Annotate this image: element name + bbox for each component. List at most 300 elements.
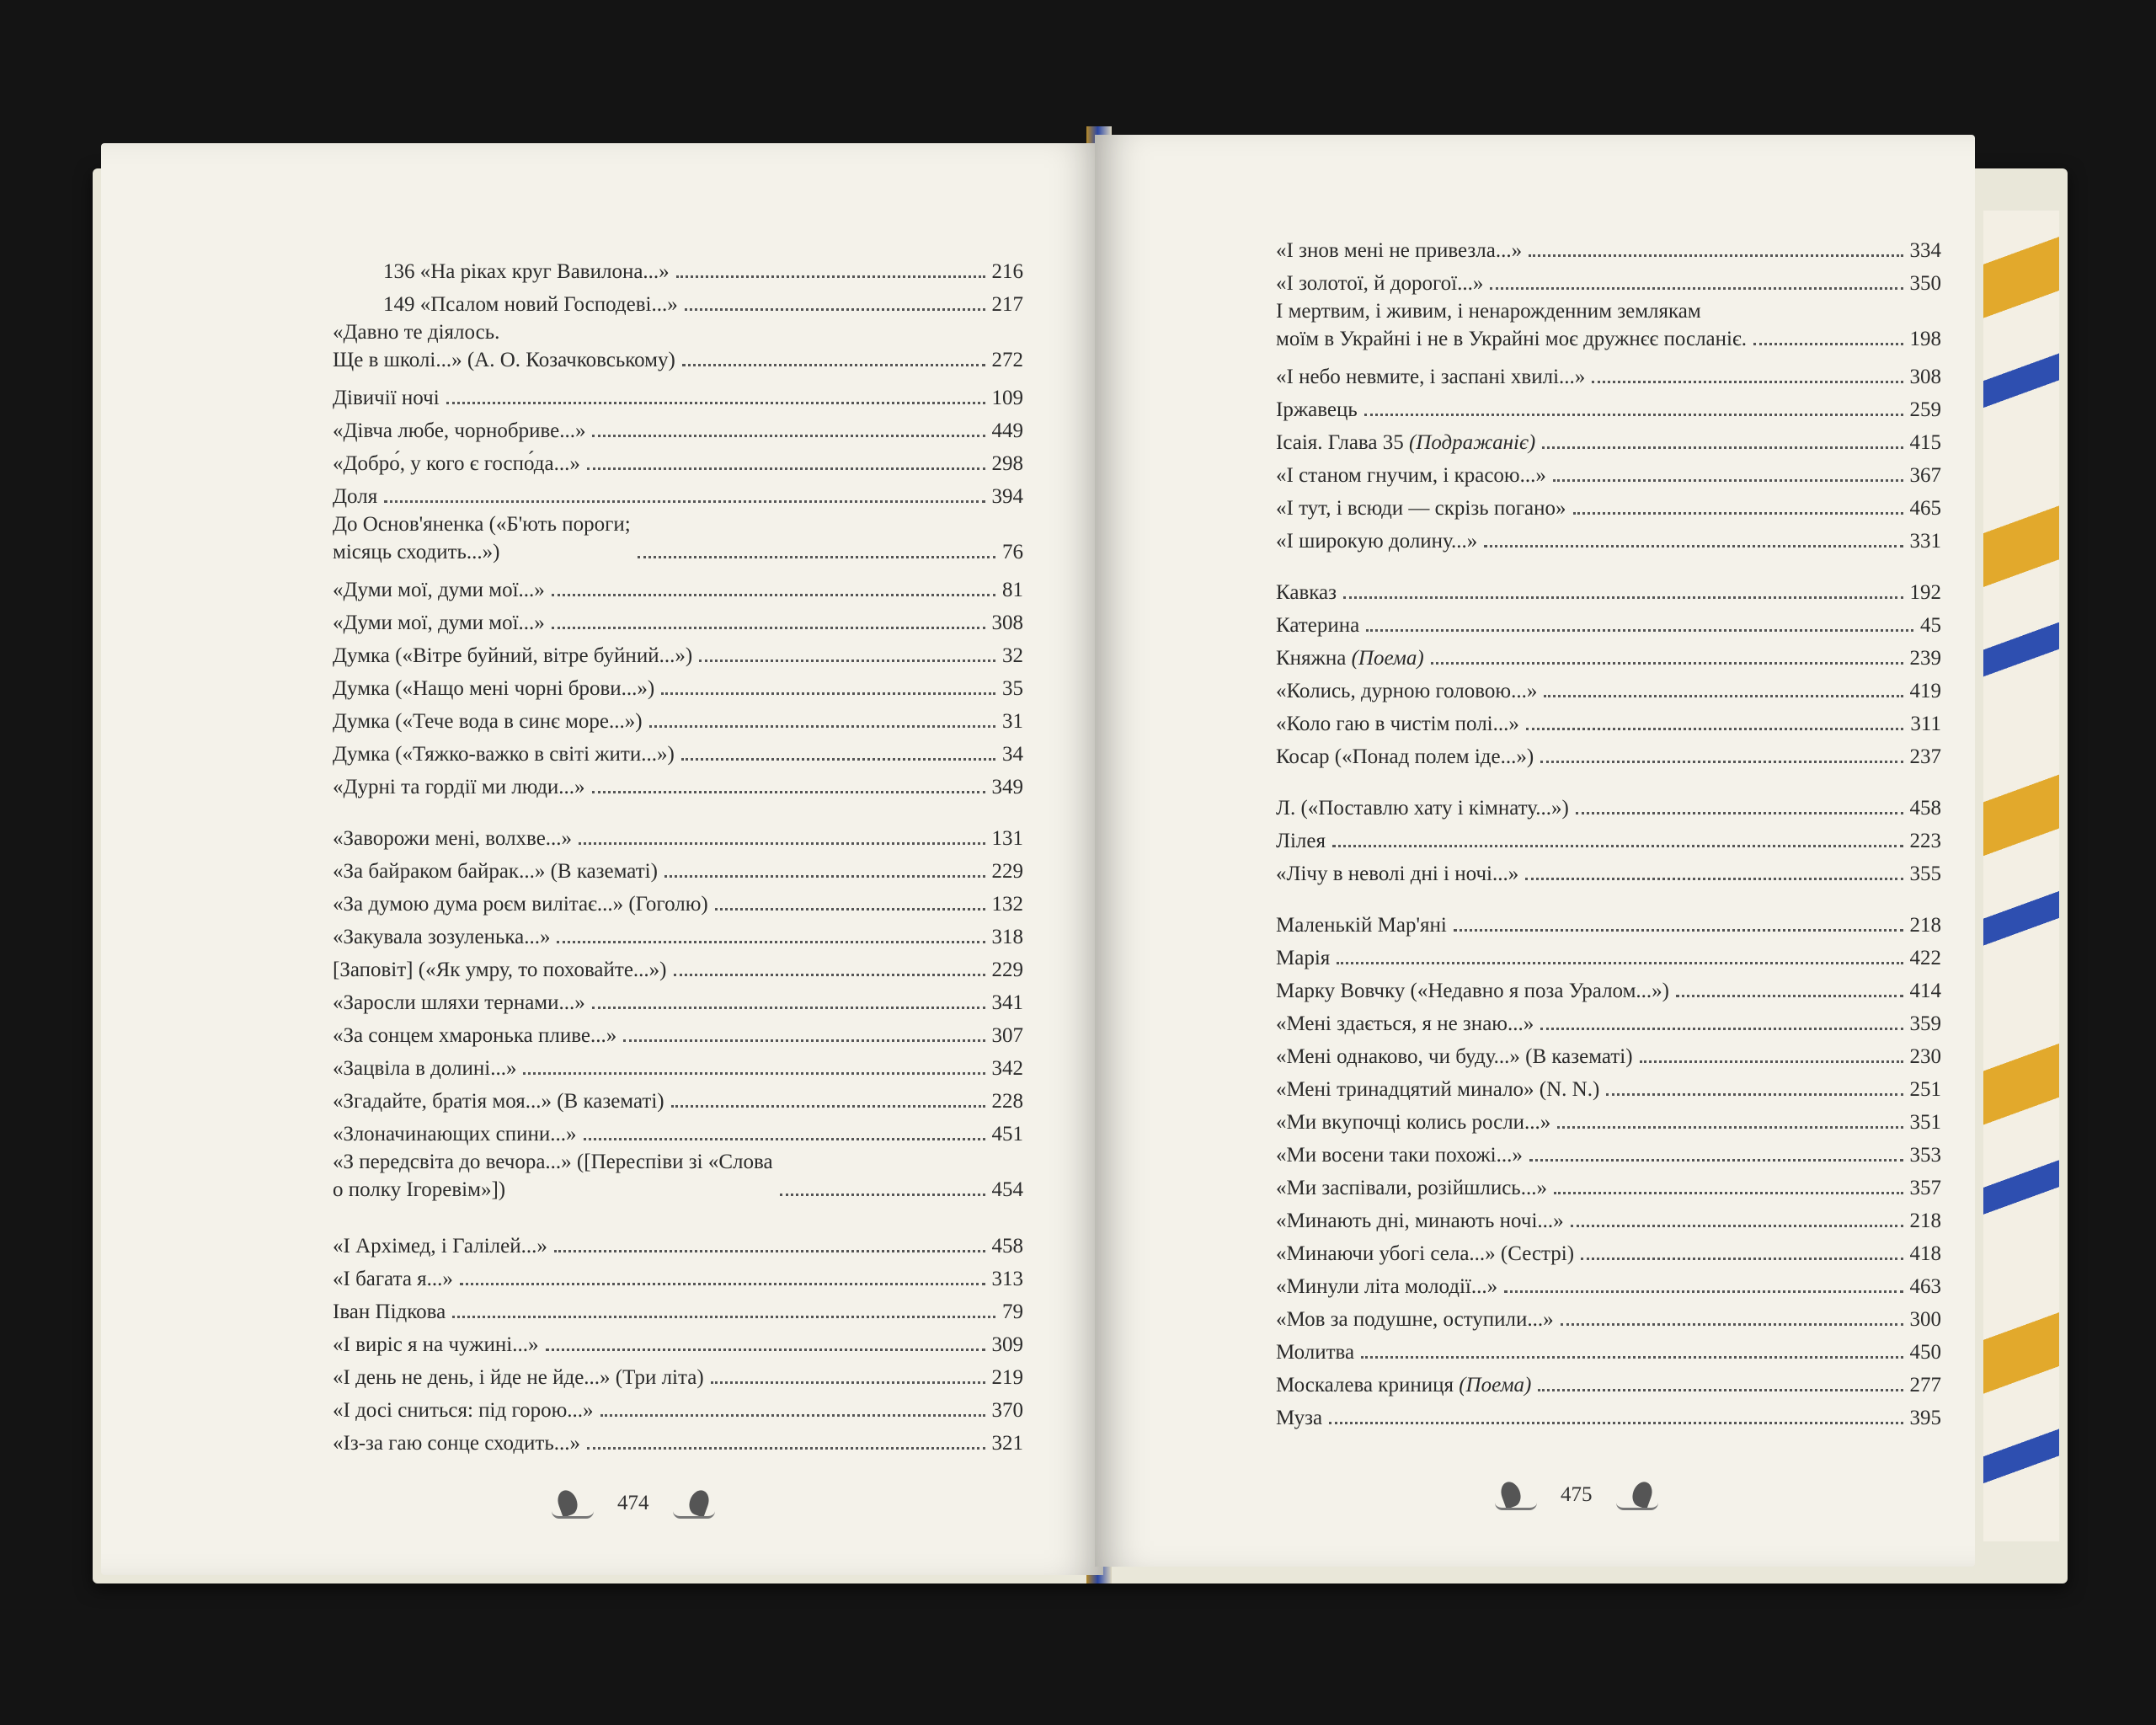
- toc-entry-title: [333, 825, 572, 852]
- dot-leader: [546, 1348, 985, 1351]
- dot-leader: [681, 758, 995, 761]
- toc-entry-title-text: «Думи мої, думи мої...»: [333, 579, 545, 601]
- toc-entry-title: [1276, 710, 1519, 738]
- toc-entry-page: 229: [991, 959, 1023, 981]
- toc-entry: [333, 318, 1023, 374]
- dot-leader: [1525, 878, 1903, 880]
- toc-entry-title-text: «За байраком байрак...» (В казематі): [333, 860, 658, 883]
- dot-leader: [600, 1414, 985, 1417]
- toc-entry-title-text: «Дівча любе, чорнобриве...»: [333, 419, 586, 442]
- toc-entry-title-text: Ісаія. Глава 35: [1276, 431, 1404, 454]
- toc-entry-page: 272: [991, 349, 1023, 371]
- dot-leader: [715, 908, 985, 911]
- toc-entry-title: [1276, 911, 1447, 939]
- dot-leader: [1561, 1323, 1903, 1326]
- leaf-ornament-icon: [552, 1487, 595, 1520]
- dot-leader: [552, 594, 995, 596]
- toc-entry-page: 418: [1909, 1242, 1941, 1265]
- dot-leader: [649, 725, 995, 728]
- toc-entry-title: [333, 483, 377, 510]
- dot-leader: [1553, 479, 1903, 482]
- toc-entry-title: [333, 1331, 539, 1359]
- toc-entry-page: 218: [1909, 914, 1941, 937]
- toc-entry-title-text: Думка («Тече вода в синє море...»): [333, 710, 643, 733]
- toc-entry-title-text: Доля: [333, 485, 378, 508]
- toc-entry-title-text: Марія: [1276, 947, 1331, 969]
- toc-entry: [1276, 1202, 1941, 1235]
- toc-entry-page: 229: [991, 860, 1023, 883]
- toc-entry-page: 311: [1910, 713, 1941, 735]
- toc-entry-title-line2: о полку Ігоревім»]): [333, 1178, 506, 1201]
- toc-entry: [1276, 639, 1941, 672]
- cover-art-edge: [1983, 211, 2059, 1541]
- toc-entry-page: 76: [1002, 541, 1023, 563]
- toc-entry-page: 308: [1909, 366, 1941, 388]
- dot-leader: [661, 692, 995, 695]
- toc-entry-page: 298: [991, 452, 1023, 475]
- toc-entry-page: 230: [1909, 1045, 1941, 1068]
- toc-entry: [1276, 972, 1941, 1005]
- toc-entry-title-line2: місяць сходить...»): [333, 541, 500, 563]
- toc-entry: [333, 702, 1023, 735]
- dot-leader: [1343, 596, 1903, 599]
- toc-entry: [333, 1115, 1023, 1148]
- toc-entry-title: [1276, 1108, 1550, 1136]
- toc-entry-page: 218: [1909, 1210, 1941, 1232]
- toc-entry-title-text: «Закувала зозуленька...»: [333, 926, 551, 948]
- toc-entry-page: 251: [1909, 1078, 1941, 1101]
- toc-entry-title-text: Іван Підкова: [333, 1300, 446, 1323]
- open-book: [93, 126, 2068, 1583]
- dot-leader: [623, 1039, 985, 1042]
- toc-entry-title-text: Іржавець: [1276, 398, 1358, 421]
- toc-entry-title-text: Л. («Поставлю хату і кімнату...»): [1276, 797, 1569, 820]
- toc-entry: [1276, 1235, 1941, 1268]
- dot-leader: [1542, 446, 1903, 449]
- toc-entry-title-text: Марку Вовчку («Недавно я поза Уралом...»): [1276, 980, 1669, 1002]
- toc-entry-page: 465: [1909, 497, 1941, 520]
- toc-entry-title-text: «Колись, дурною головою...»: [1276, 680, 1538, 702]
- toc-entry-title: [1276, 944, 1330, 972]
- toc-entry-title: [333, 675, 654, 702]
- toc-entry-title-text: «Зацвіла в долині...»: [333, 1057, 517, 1080]
- dot-leader: [460, 1283, 985, 1285]
- toc-entry: [1276, 457, 1941, 489]
- toc-entry-page: 81: [1002, 579, 1023, 601]
- dot-leader: [557, 941, 985, 943]
- toc-entry-title-text: «Із-за гаю сонце сходить...»: [333, 1432, 580, 1455]
- toc-list-right: [1276, 232, 1941, 1432]
- toc-entry-title: [1276, 429, 1535, 457]
- dot-leader: [685, 308, 985, 311]
- toc-entry-page: 308: [991, 611, 1023, 634]
- toc-entry-title: [333, 1397, 594, 1424]
- dot-leader: [1557, 1126, 1903, 1129]
- dot-leader: [1364, 414, 1903, 416]
- dot-leader: [592, 435, 985, 437]
- toc-entry: [333, 1017, 1023, 1049]
- toc-entry-title: [333, 1364, 704, 1391]
- toc-entry-page: 458: [991, 1235, 1023, 1258]
- leaf-ornament-icon: [671, 1487, 715, 1520]
- toc-entry-page: 216: [991, 260, 1023, 283]
- dot-leader: [1544, 695, 1903, 697]
- toc-entry-title: [333, 417, 585, 445]
- toc-entry-title-text: Кавказ: [1276, 581, 1337, 604]
- dot-leader: [1484, 545, 1903, 547]
- toc-entry-page: 219: [991, 1366, 1023, 1389]
- toc-entry-page: 259: [1909, 398, 1941, 421]
- toc-entry-title: [333, 1232, 547, 1260]
- toc-entry-title: [383, 258, 670, 286]
- toc-entry-title: [1276, 1240, 1574, 1268]
- toc-entry-title: [333, 384, 440, 412]
- toc-entry-title-text: «Мені тринадцятий минало» (N. N.): [1276, 1078, 1600, 1101]
- toc-entry-genre: (Поема): [1351, 647, 1424, 670]
- toc-entry-title-line2: моїм в Украйні і не в Украйні моє дружнєє посланіє.: [1276, 328, 1747, 350]
- toc-entry-page: 351: [1909, 1111, 1941, 1134]
- toc-entry: [1276, 297, 1941, 353]
- toc-entry-title-text: «Коло гаю в чистім полі...»: [1276, 713, 1519, 735]
- dot-leader: [1540, 1028, 1903, 1030]
- toc-entry-title: [333, 1022, 616, 1049]
- toc-entry-title-text: Думка («Тяжко-важко в світі жити...»): [333, 743, 675, 766]
- toc-entry-page: 341: [991, 991, 1023, 1014]
- dot-leader: [682, 364, 985, 366]
- toc-entry-title-text: «І станом гнучим, і красою...»: [1276, 464, 1546, 487]
- toc-entry-title: [1276, 743, 1534, 771]
- toc-entry-title: [333, 1298, 446, 1326]
- toc-entry-page: 463: [1909, 1275, 1941, 1298]
- toc-entry-title: [1276, 1174, 1547, 1202]
- toc-entry: [333, 735, 1023, 768]
- toc-entry: [1276, 822, 1941, 855]
- toc-entry: [333, 918, 1023, 951]
- toc-entry-title-text: «Минули літа молодії...»: [1276, 1275, 1498, 1298]
- toc-entry: [333, 478, 1023, 510]
- toc-entry-title: [1276, 860, 1518, 888]
- dot-leader: [1676, 995, 1903, 997]
- dot-leader: [384, 500, 985, 503]
- toc-entry-title-text: До Основ'яненка («Б'ють пороги;: [333, 513, 631, 536]
- toc-entry: [333, 951, 1023, 984]
- toc-entry-title-text: «І Архімед, і Галілей...»: [333, 1235, 547, 1258]
- toc-entry: [1276, 232, 1941, 264]
- toc-entry-title: [1276, 1338, 1354, 1366]
- toc-entry-title: [333, 989, 585, 1017]
- toc-entry: [1276, 264, 1941, 297]
- right-page: [1095, 135, 1975, 1567]
- left-page: [101, 143, 1103, 1575]
- toc-entry-title: [333, 740, 675, 768]
- toc-entry-title: [333, 1087, 664, 1115]
- dot-leader: [1329, 1422, 1903, 1424]
- toc-entry-title-text: І мертвим, і живим, і ненарожденним землякам: [1276, 300, 1701, 323]
- toc-entry-title: [1276, 494, 1566, 522]
- toc-entry-title: [333, 609, 545, 637]
- toc-entry-title-text: «І золотої, й дорогої...»: [1276, 272, 1484, 295]
- toc-entry-page: 109: [991, 387, 1023, 409]
- dot-leader: [1490, 287, 1903, 290]
- toc-entry-page: 300: [1909, 1308, 1941, 1331]
- dot-leader: [1538, 1389, 1903, 1391]
- dot-leader: [1571, 1225, 1903, 1227]
- toc-entry: [333, 1391, 1023, 1424]
- toc-entry-title: [333, 773, 585, 801]
- toc-entry-title-text: «Добро́, у кого є госпо́да...»: [333, 452, 580, 475]
- toc-entry: [1276, 1333, 1941, 1366]
- dot-leader: [1526, 728, 1904, 730]
- toc-entry: [333, 768, 1023, 801]
- toc-entry-title-line2: Ще в школі...» (А. О. Козачковському): [333, 349, 675, 371]
- toc-entry-page: 239: [1909, 647, 1941, 670]
- toc-entry-title: [333, 576, 545, 604]
- dot-leader: [1581, 1258, 1903, 1260]
- toc-entry-title: [1276, 527, 1477, 555]
- section-gap: [1276, 888, 1941, 906]
- toc-entry-page: 422: [1909, 947, 1941, 969]
- toc-entry-page: 454: [991, 1178, 1023, 1201]
- toc-entry-title: [333, 1429, 580, 1457]
- toc-entry-page: 450: [1909, 1341, 1941, 1364]
- toc-entry: [1276, 1169, 1941, 1202]
- dot-leader: [554, 1250, 985, 1252]
- dot-leader: [579, 842, 985, 845]
- dot-leader: [587, 467, 985, 470]
- toc-entry-title-text: «І день не день, і йде не йде...» (Три літа): [333, 1366, 704, 1389]
- toc-entry-title-text: Думка («Вітре буйний, вітре буйний...»): [333, 644, 693, 667]
- toc-entry: [1276, 672, 1941, 705]
- toc-entry-title: [1276, 1043, 1633, 1071]
- toc-entry-title: [1276, 1371, 1531, 1399]
- toc-entry-title: [333, 450, 580, 478]
- toc-entry-page: 35: [1002, 677, 1023, 700]
- toc-entry-title-text: «З передсвіта до вечора...» ([Переспіви зі «Слова: [333, 1151, 773, 1173]
- toc-entry-title-text: Думка («Нащо мені чорні брови...»): [333, 677, 655, 700]
- toc-entry-page: 313: [991, 1268, 1023, 1290]
- toc-entry-title-text: «І виріс я на чужині...»: [333, 1333, 539, 1356]
- dot-leader: [446, 402, 985, 404]
- toc-entry-title-text: «Мені здається, я не знаю...»: [1276, 1012, 1534, 1035]
- toc-entry-page: 370: [991, 1399, 1023, 1422]
- toc-entry-title-text: «Минаючи убогі села...» (Сестрі): [1276, 1242, 1575, 1265]
- toc-entry-title: [1276, 462, 1546, 489]
- toc-entry-title: [1276, 1076, 1599, 1103]
- section-gap: [333, 801, 1023, 820]
- dot-leader: [592, 791, 985, 793]
- toc-entry-title: [333, 318, 675, 374]
- toc-entry-title-text: «Мов за подушне, оступили...»: [1276, 1308, 1554, 1331]
- toc-entry-title-text: «Минають дні, минають ночі...»: [1276, 1210, 1564, 1232]
- toc-entry-title-text: «І багата я...»: [333, 1268, 453, 1290]
- toc-entry-title-text: Москалева криниця: [1276, 1374, 1454, 1397]
- toc-entry-title-text: [Заповіт] («Як умру, то поховайте...»): [333, 959, 667, 981]
- toc-entry: [333, 885, 1023, 918]
- toc-entry: [1276, 424, 1941, 457]
- toc-entry-title-text: Маленькій Мар'яні: [1276, 914, 1447, 937]
- toc-entry-page: 217: [991, 293, 1023, 316]
- toc-entry: [1276, 855, 1941, 888]
- toc-entry-page: 449: [991, 419, 1023, 442]
- toc-entry-page: 357: [1909, 1177, 1941, 1199]
- dot-leader: [1540, 761, 1903, 763]
- toc-entry-title: [1276, 579, 1337, 606]
- toc-entry-title-text: Дівичії ночі: [333, 387, 440, 409]
- toc-entry: [1276, 939, 1941, 972]
- dot-leader: [1640, 1060, 1903, 1063]
- dot-leader: [674, 974, 985, 976]
- toc-entry-title-text: «Ми заспівали, розійшлись...»: [1276, 1177, 1547, 1199]
- toc-entry: [1276, 1103, 1941, 1136]
- toc-entry-title-text: «І широкую долину...»: [1276, 530, 1478, 553]
- toc-entry-title: [1276, 677, 1537, 705]
- dot-leader: [452, 1316, 995, 1318]
- toc-entry: [333, 852, 1023, 885]
- dot-leader: [664, 875, 985, 878]
- toc-entry: [1276, 1366, 1941, 1399]
- toc-entry-title: [333, 890, 708, 918]
- toc-entry-title: [333, 923, 550, 951]
- toc-entry-page: 45: [1920, 614, 1941, 637]
- toc-entry: [1276, 705, 1941, 738]
- toc-entry-genre: (Подражаніє): [1408, 431, 1536, 454]
- dot-leader: [1366, 629, 1913, 632]
- toc-entry-title-text: «Ми восени таки похожі...»: [1276, 1144, 1523, 1167]
- toc-entry: [1276, 574, 1941, 606]
- toc-entry-title-text: «Дурні та гордії ми люди...»: [333, 776, 585, 798]
- toc-entry: [333, 1326, 1023, 1359]
- toc-entry-title-text: «І знов мені не привезла...»: [1276, 239, 1523, 262]
- toc-entry-title: [333, 1120, 577, 1148]
- toc-entry: [333, 286, 1023, 318]
- toc-entry-title: [333, 1265, 453, 1293]
- toc-entry-page: 334: [1909, 239, 1941, 262]
- toc-entry-title-text: 136 «На ріках круг Вавилона...»: [383, 260, 670, 283]
- toc-entry-page: 395: [1909, 1407, 1941, 1429]
- toc-entry-page: 318: [991, 926, 1023, 948]
- toc-entry-title-text: «Ми вкупочці колись росли...»: [1276, 1111, 1551, 1134]
- toc-list-left: [333, 253, 1023, 1457]
- toc-entry-title-text: Молитва: [1276, 1341, 1355, 1364]
- section-gap: [1276, 555, 1941, 574]
- toc-entry-title-text: «За сонцем хмаронька пливе...»: [333, 1024, 617, 1047]
- toc-entry-page: 353: [1909, 1144, 1941, 1167]
- toc-entry: [333, 253, 1023, 286]
- toc-entry-title-text: «Згадайте, братія моя...» (В казематі): [333, 1090, 664, 1113]
- toc-entry-title: [1276, 1141, 1523, 1169]
- toc-entry-title-text: «І небо невмите, і заспані хвилі...»: [1276, 366, 1586, 388]
- dot-leader: [699, 660, 995, 662]
- dot-leader: [638, 556, 995, 558]
- toc-entry-page: 131: [991, 827, 1023, 850]
- toc-entry-title: [383, 291, 678, 318]
- leaf-ornament-icon: [1495, 1478, 1539, 1512]
- page-number: 474: [617, 1492, 649, 1514]
- toc-entry: [333, 379, 1023, 412]
- toc-entry-page: 394: [991, 485, 1023, 508]
- toc-entry-title-text: «І досі сниться: під горою...»: [333, 1399, 594, 1422]
- page-footer-right: [1495, 1478, 1658, 1512]
- toc-entry-page: 277: [1909, 1374, 1941, 1397]
- toc-entry-page: 79: [1002, 1300, 1023, 1323]
- toc-entry-page: 223: [1909, 830, 1941, 852]
- dot-leader: [552, 627, 985, 629]
- toc-entry-title: [1276, 1207, 1564, 1235]
- dot-leader: [780, 1194, 985, 1196]
- toc-entry-title-text: 149 «Псалом новий Господеві...»: [383, 293, 678, 316]
- toc-entry-title-text: Муза: [1276, 1407, 1323, 1429]
- toc-entry-page: 414: [1909, 980, 1941, 1002]
- dot-leader: [1576, 812, 1903, 814]
- toc-entry-page: 237: [1909, 745, 1941, 768]
- toc-entry-title: [1276, 827, 1326, 855]
- toc-entry-title-text: «Думи мої, думи мої...»: [333, 611, 545, 634]
- toc-entry: [333, 1148, 1023, 1204]
- toc-entry-title: [333, 1148, 773, 1204]
- toc-entry-title-text: «Лічу в неволі дні і ночі...»: [1276, 862, 1519, 885]
- toc-entry-title: [1276, 363, 1585, 391]
- toc-entry: [333, 637, 1023, 670]
- dot-leader: [711, 1381, 985, 1384]
- toc-entry-title: [1276, 611, 1359, 639]
- toc-entry: [333, 1049, 1023, 1082]
- toc-entry: [1276, 358, 1941, 391]
- dot-leader: [1529, 254, 1903, 257]
- toc-entry-page: 355: [1909, 862, 1941, 885]
- toc-entry: [1276, 1071, 1941, 1103]
- toc-entry: [333, 1260, 1023, 1293]
- toc-entry-title-text: «І тут, і всюди — скрізь погано»: [1276, 497, 1566, 520]
- toc-entry-title: [1276, 644, 1424, 672]
- toc-entry: [333, 1359, 1023, 1391]
- toc-entry: [1276, 489, 1941, 522]
- dot-leader: [1554, 1192, 1903, 1194]
- dot-leader: [584, 1138, 985, 1140]
- toc-entry: [333, 604, 1023, 637]
- toc-entry-title: [1276, 1306, 1554, 1333]
- dot-leader: [1529, 1159, 1903, 1162]
- toc-entry: [333, 1082, 1023, 1115]
- toc-entry: [333, 412, 1023, 445]
- toc-entry: [333, 571, 1023, 604]
- toc-entry-title: [1276, 396, 1358, 424]
- toc-entry-page: 350: [1909, 272, 1941, 295]
- toc-entry-title: [1276, 237, 1522, 264]
- toc-entry: [1276, 1268, 1941, 1300]
- toc-entry-page: 228: [991, 1090, 1023, 1113]
- toc-entry-title-text: Катерина: [1276, 614, 1360, 637]
- toc-entry: [1276, 1399, 1941, 1432]
- toc-entry-page: 32: [1002, 644, 1023, 667]
- dot-leader: [671, 1105, 985, 1108]
- leaf-ornament-icon: [1614, 1478, 1658, 1512]
- toc-entry: [1276, 1300, 1941, 1333]
- toc-entry-page: 198: [1909, 328, 1941, 350]
- toc-entry-title: [1276, 270, 1483, 297]
- section-gap: [1276, 771, 1941, 789]
- toc-entry: [333, 670, 1023, 702]
- toc-entry: [333, 1424, 1023, 1457]
- toc-entry-page: 331: [1909, 530, 1941, 553]
- dot-leader: [1592, 381, 1903, 383]
- toc-entry-title-text: «Злоначинающих спини...»: [333, 1123, 577, 1146]
- toc-entry-page: 307: [991, 1024, 1023, 1047]
- toc-entry-page: 132: [991, 893, 1023, 916]
- toc-entry-page: 458: [1909, 797, 1941, 820]
- dot-leader: [1337, 962, 1903, 964]
- toc-entry-title: [1276, 1010, 1534, 1038]
- toc-entry-title-text: «Давно те діялось.: [333, 321, 500, 344]
